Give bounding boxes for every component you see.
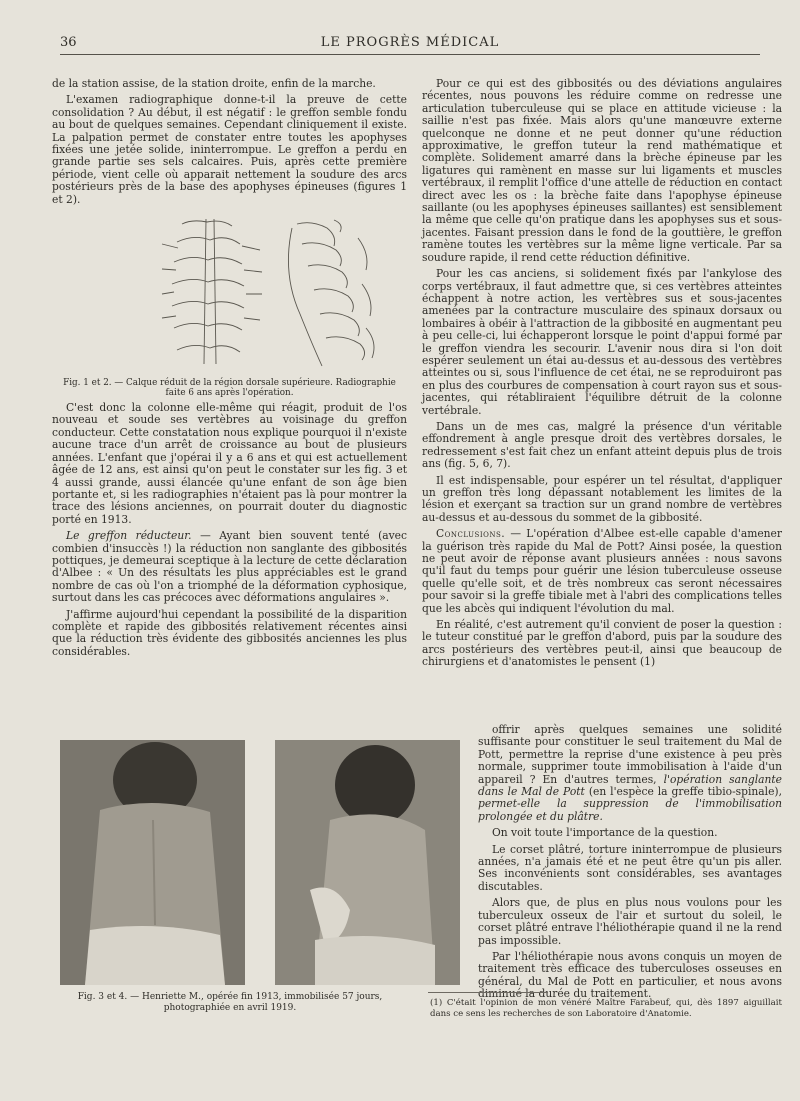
section-lead: Le greffon réducteur. [66, 529, 192, 543]
section-lead: Conclusions. [436, 527, 506, 541]
paragraph: Alors que, de plus en plus nous voulons pour les tuberculeux osseux de l'air et surtout du soleil, le corset plâtré entrave l'héliothérapie quand il ne la rend pas impossible. [478, 896, 782, 947]
photographs [60, 740, 460, 985]
paragraph: En réalité, c'est autrement qu'il convient de poser la question : le tuteur constitué par le greffon d'abord, puis par la soudure des arcs postérieurs des vertèbres peut-il, ainsi que beaucoup de chirurgiens et d'anatomistes le pensent (1) [422, 618, 782, 669]
page-header [60, 32, 760, 55]
paragraph: Conclusions. — L'opération d'Albee est-elle capable d'amener la guérison très rapide du Mal de Pott? Ainsi posée, la question ne peut avoir de réponse avant plusieurs années : nous savons qu'il faut du temps pour guérir une lésion tuberculeuse osseuse quelle qu'elle soit, et de très nombreux cas seront nécessaires pour savoir si la greffe tibiale met à l'abri des complications telles que les abcès qui indiquent l'évolution du mal. [422, 527, 782, 615]
paragraph: offrir après quelques semaines une solidité suffisante pour constituer le seul traitement du Mal de Pott, permettre la reprise d'une existence à peu près normale, supprimer toute immobilisation à l'aide d'un appareil ? En d'autres termes, l'opération sanglante dans le Mal de Pott (en l'espèce la greffe tibio-spinale), permet-elle la suppression de l'immobilisation prolongée et du plâtre. [478, 723, 782, 823]
photo-caption: Fig. 3 et 4. — Henriette M., opérée fin 1913, immobilisée 57 jours, photographiée en avril 1919. [77, 992, 383, 1013]
paragraph: Pour les cas anciens, si solidement fixés par l'ankylose des corps vertébraux, il faut admettre que, si ces vertèbres atteintes échappent à notre action, les vertèbres sus et sous-jacentes amenées par la contracture musculaire des spinaux dorsaux ou lombaires à obéir à l'attraction de la gibbosité en augmentant peu à peu celle-ci, lui échapperont lorsque le point d'appui formé par le greffon viendra les secourir. L'avenir nous dira si l'on doit espérer seulement un étai au-dessus et au-dessous des vertèbres atteintes ou si, sous l'influence de cet étai, ne se reproduiront pas en plus des courbures de compensation à court rayon sus et sous-jacentes, qui rétabliraient l'équilibre détruit de la colonne vertébrale. [422, 267, 782, 417]
paragraph: de la station assise, de la station droite, enfin de la marche. [52, 77, 376, 90]
paragraph: J'affirme aujourd'hui cependant la possibilité de la disparition complète et rapide des gibbosités relativement récentes ainsi que la réduction très évidente des gibbosités anciennes les plus considérables. [52, 607, 407, 658]
journal-title: LE PROGRÈS MÉDICAL [320, 35, 500, 50]
paragraph: Par l'héliothérapie nous avons conquis un moyen de traitement très efficace des tuberculoses osseuses en général, du Mal de Pott en particulier, et nous avons diminué la durée du traitement. [478, 949, 782, 1001]
paragraph: On voit toute l'importance de la question. [492, 826, 718, 840]
right-column [422, 78, 782, 673]
paragraph: C'est donc la colonne elle-même qui réagit, produit de l'os nouveau et soude ses vertèbres au voisinage du greffon conducteur. Cette constatation nous explique pourquoi il n'existe aucune trace d'un arrêt de croissance au bout de plusieurs années. L'enfant que j'opérai il y a 6 ans et qui est actuellement âgée de 12 ans, est ainsi qu'on peut le constater sur les fig. 3 et 4 aussi grande, aussi élancée qu'une enfant de son âge bien portante et, si les radiographies n'étaient pas là pour montrer la trace des lésions anciennes, on pourrait douter du diagnostic porté en 1913. [52, 401, 407, 526]
figure-caption: Fig. 1 et 2. — Calque réduit de la région dorsale supérieure. Radiographie faite 6 ans après l'opération. [63, 378, 396, 399]
spine-tracing-drawing [122, 214, 392, 374]
footnote: (1) C'était l'opinion de mon vénéré Maître Farabeuf, qui, dès 1897 aiguillait dans ce sens les recherches de son Laboratoire d'Anatomie. [430, 998, 782, 1019]
paragraph: Dans un de mes cas, malgré la présence d'un véritable effondrement à angle presque droit des vertèbres dorsales, le redressement s'est fait chez un enfant atteint depuis plus de trois ans (fig. 5, 6, 7). [422, 419, 782, 471]
paragraph: L'examen radiographique donne-t-il la preuve de cette consolidation ? Au début, il est négatif : le greffon semble fondu au bout de quelques semaines. Cependant cliniquement il existe. La palpation permet de constater entre toutes les apophyses fixées une jetée solide, ininterrompue. Le greffon a perdu en grande partie ses sels calcaires. Puis, après cette première période, vient celle où apparait nettement la soudure des arcs postérieurs près de la base des apophyses épineuses (figures 1 et 2). [52, 93, 407, 206]
paragraph: Le greffon réducteur. — Ayant bien souvent tenté (avec combien d'insuccès !) la réduction non sanglante des gibbosités pottiques, je demeurai sceptique à la lecture de cette déclaration d'Albee : « Un des résultats les plus appréciables est le grand nombre de cas où l'on a triomphé de la déformation cyphosique, surtout dans les cas précoces avec déformations angulaires ». [52, 529, 407, 605]
patient-photo-profile [275, 740, 460, 985]
footnote-divider [428, 992, 548, 993]
patient-photo-back [60, 740, 245, 985]
wrap-column [478, 724, 782, 1005]
paragraph: Pour ce qui est des gibbosités ou des déviations angulaires récentes, nous pouvons les réduire comme on redresse une articulation tuberculeuse qui se place en attitude vicieuse : la saillie n'est pas fixée. Mais alors qu'une manœuvre externe quelconque ne donne et ne peut donner qu'une réduction approximative, le greffon tuteur la rend mathématique et complète. Solidement amarré dans la brèche épineuse par les ligatures qui ramènent en masse sur lui ligaments et muscles vertébraux, il remplit l'office d'une attelle de réduction en contact direct avec les os : la brèche faite dans l'apophyse épineuse saillante (ou les apophyses épineuses saillantes) est sensiblement la même que celle qu'on pratique dans les apophyses sus et sous-jacentes. Faisant pression dans le fond de la gouttière, le greffon ramène toutes les vertèbres sur la même ligne verticale. Par sa soudure rapide, il rend cette réduction définitive. [422, 77, 782, 264]
page-number: 36 [60, 35, 77, 50]
left-column [52, 78, 407, 662]
paragraph: Il est indispensable, pour espérer un tel résultat, d'appliquer un greffon très long dépassant notablement les limites de la lésion et exerçant sa traction sur un grand nombre de vertèbres au-dessus et au-dessous du sommet de la gibbosité. [422, 473, 782, 524]
radiograph-tracing-figure [122, 214, 392, 374]
paragraph: Le corset plâtré, torture ininterrompue de plusieurs années, n'a jamais été et ne peut être qu'un pis aller. Ses inconvénients sont considérables, ses avantages discutables. [478, 842, 782, 893]
